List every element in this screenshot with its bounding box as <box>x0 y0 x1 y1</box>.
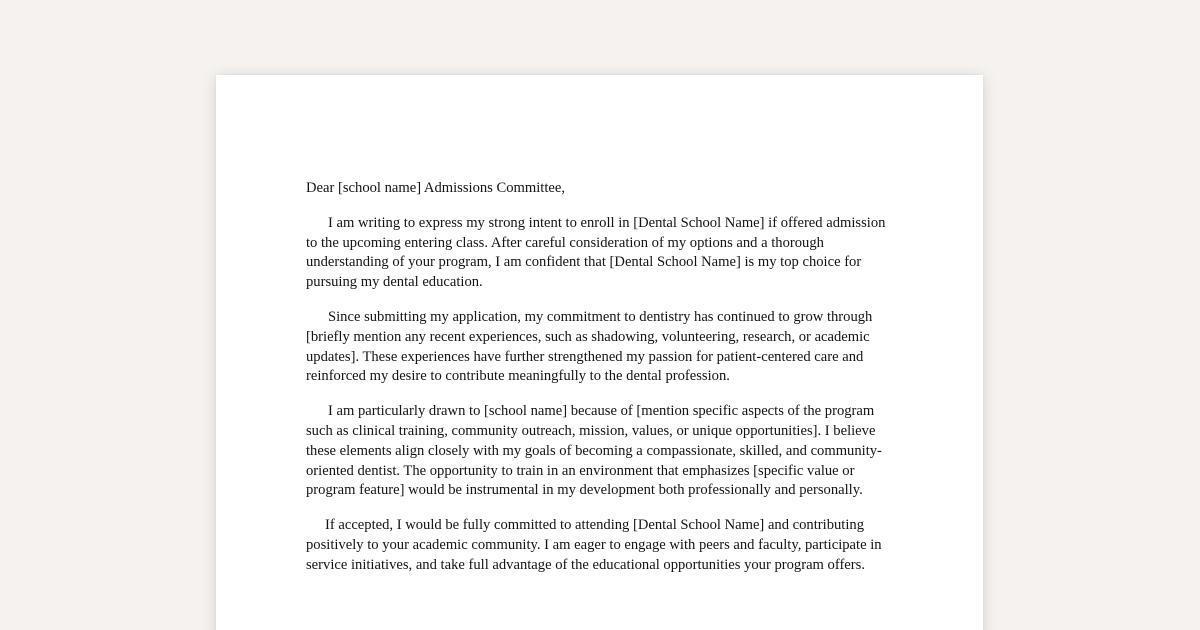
letter-salutation: Dear [school name] Admissions Committee, <box>306 180 565 196</box>
paragraph-intent: I am writing to express my strong intent to enroll in [Dental School Name] if offered admission to the upcoming entering class. After careful consideration of my options and a thorough understanding of your program, I am confident that [Dental School Name] is my top choice for pursuing my dental education. <box>306 214 886 291</box>
paragraph-experience: Since submitting my application, my commitment to dentistry has continued to grow through [briefly mention any recent experiences, such as shadowing, volunteering, research, or academic updates]. These experiences have further strengthened my passion for patient-centered care and reinforced my desire to contribute meaningfully to the dental profession. <box>306 308 873 385</box>
document-page <box>216 75 983 630</box>
letter-body <box>306 179 898 591</box>
paragraph-school-fit: I am particularly drawn to [school name] because of [mention specific aspects of the program such as clinical training, community outreach, mission, values, or unique opportunities]. I believe these elements align closely with my goals of becoming a compassionate, skilled, and community-oriented dentist. The opportunity to train in an environment that emphasizes [specific value or program feature] would be instrumental in my development both professionally and personally. <box>306 403 882 499</box>
paragraph-commitment: If accepted, I would be fully committed to attending [Dental School Name] and contributing positively to your academic community. I am eager to engage with peers and faculty, participate in service initiatives, and take full advantage of the educational opportunities your program offers. <box>306 517 882 573</box>
